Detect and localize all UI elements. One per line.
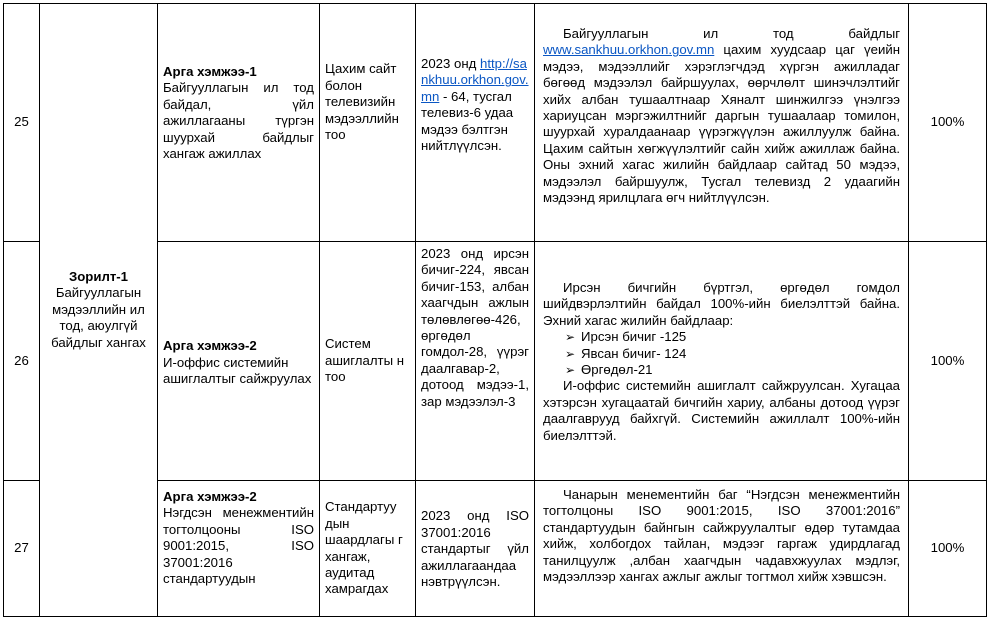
indicator-text: Цахим сайт болон телевизийн мэдээллийн тоо (325, 61, 399, 143)
indicator-cell (320, 4, 416, 242)
measure-text: Нэгдсэн менежментийн тогтолцооны ISO 9001:2015, ISO 37001:2016 стандартуудын (163, 505, 314, 587)
row-number: 25 (4, 4, 40, 242)
report-text: Чанарын менементийн баг “Нэгдсэн менежментийн тогтолцоны ISO 9001:2015, ISO 37001:2016” стандартуудын байнгын сайжруулалтыг өдөр тутамдаа хийж, холбогдох тайлан, мэдээг гаргаж удирдлагад танилцуулж ,албан хаагчдын чадавхжуулах мэдлэг, мэдээллээр хангах ажлыг ажлыг тогтмол хийж хэвшсэн. (543, 487, 900, 585)
row-number: 27 (4, 481, 40, 617)
plan-table (3, 3, 987, 617)
arrow-bullet-icon: ➢ (565, 363, 576, 377)
report-list (543, 329, 900, 378)
percent-cell: 100% (909, 481, 987, 617)
measure-title: Арга хэмжээ-1 (163, 64, 257, 79)
measure-text: Байгууллагын ил тод байдал, үйл ажиллагааны түргэн шуурхай байдлыг хангаж ажиллах (163, 80, 314, 162)
list-item: ➢ Явсан бичиг- 124 (565, 345, 687, 361)
report-text: Байгууллагын ил тод байдлыг www.sankhuu.orkhon.gov.mn цахим хуудсаар цаг үеийн мэдээ, мэдээллийг хэрэглэгчдэд хүргэн ажилладаг бөгөөд мэдээлэл байршуулах, өөрчлөлт шинэчлэлтийг хийх албан тушаалтнаар Хяналт шинжилгээ үнэлгээ хариуцсан мэргэжилтнийг даргын тушаалаар томилон, шуурхай хуралдаанаар үүрэгжүүлэн ажиллуулж байна. Цахим сайтын хөгжүүлэлтийг сайн хийж ажиллаж байна. Оны эхний хагас жилийн байдлаар сайтад 50 мэдээ, мэдээлэл байршуулж, Тусгал телевизд 2 удаагийн мэдээнд ярилцлага өгч нийтлүүлсэн. (543, 26, 900, 206)
baseline-text: 2023 онд ISO 37001:2016 стандартыг үйл ажиллагаандаа нэвтрүүлсэн. (421, 508, 529, 590)
percent-cell: 100% (909, 242, 987, 481)
list-item: ➢ Өргөдөл-21 (565, 362, 653, 377)
row-number: 26 (4, 242, 40, 481)
goal-title: Зорилт-1 (68, 268, 129, 284)
measure-title: Арга хэмжээ-2 (163, 338, 257, 354)
measure-cell (158, 242, 320, 481)
report-cell (535, 4, 909, 242)
goal-text: Байгууллагын мэдээллийн ил тод, аюулгүй байдлыг хангах (51, 285, 146, 350)
baseline-link[interactable]: http://sankhuu.orkhon.gov.mn (421, 56, 529, 104)
measure-title: Арга хэмжээ-2 (163, 489, 257, 504)
measure-cell (158, 4, 320, 242)
goal-cell (40, 4, 158, 617)
indicator-cell: Систем ашиглалты н тоо (320, 242, 416, 481)
report-intro: Ирсэн бичгийн бүртгэл, өргөдөл гомдол шийдвэрлэлтийн байдал 100%-ийн биелэлттэй байна. Эхний хагас жилийн байдлаар: (543, 279, 900, 328)
list-item: ➢ Ирсэн бичиг -125 (565, 329, 687, 345)
indicator-cell: Стандартуу дын шаардлагы г хангаж, аудитад хамрагдах (320, 481, 416, 617)
table-row (4, 4, 987, 242)
measure-text: И-оффис системийн ашиглалтыг сайжруулах (163, 354, 312, 387)
baseline-cell (416, 481, 535, 617)
report-link[interactable]: www.sankhuu.orkhon.gov.mn (543, 42, 715, 58)
arrow-bullet-icon: ➢ (565, 330, 576, 345)
baseline-text: 2023 онд ирсэн бичиг-224, явсан бичиг-153, албан хаагчдын ажлын төлөвлөгөө-426, өргөдөл гомдол-28, үүрэг даалгавар-2, дотоод мэдээ-1, зар мэдээлэл-3 (421, 246, 529, 409)
report-cell (535, 242, 909, 481)
percent-cell: 100% (909, 4, 987, 242)
measure-cell (158, 481, 320, 617)
baseline-cell (416, 4, 535, 242)
report-cell (535, 481, 909, 617)
baseline-text: 2023 онд http://sankhuu.orkhon.gov.mn - 64, тусгал телевиз-6 удаа мэдээ бэлтгэн нийтлүүлсэн. (421, 56, 529, 154)
report-outro: И-оффис системийн ашиглалт сайжруулсан. Хугацаа хэтэрсэн хугацаатай бичгийн хариу, албаны дотоод үүрэг даалгаврууд байхгүй. Системийн ажиллалт 100%-ийн биелэлттэй. (543, 378, 900, 443)
arrow-bullet-icon: ➢ (565, 346, 576, 361)
baseline-cell (416, 242, 535, 481)
